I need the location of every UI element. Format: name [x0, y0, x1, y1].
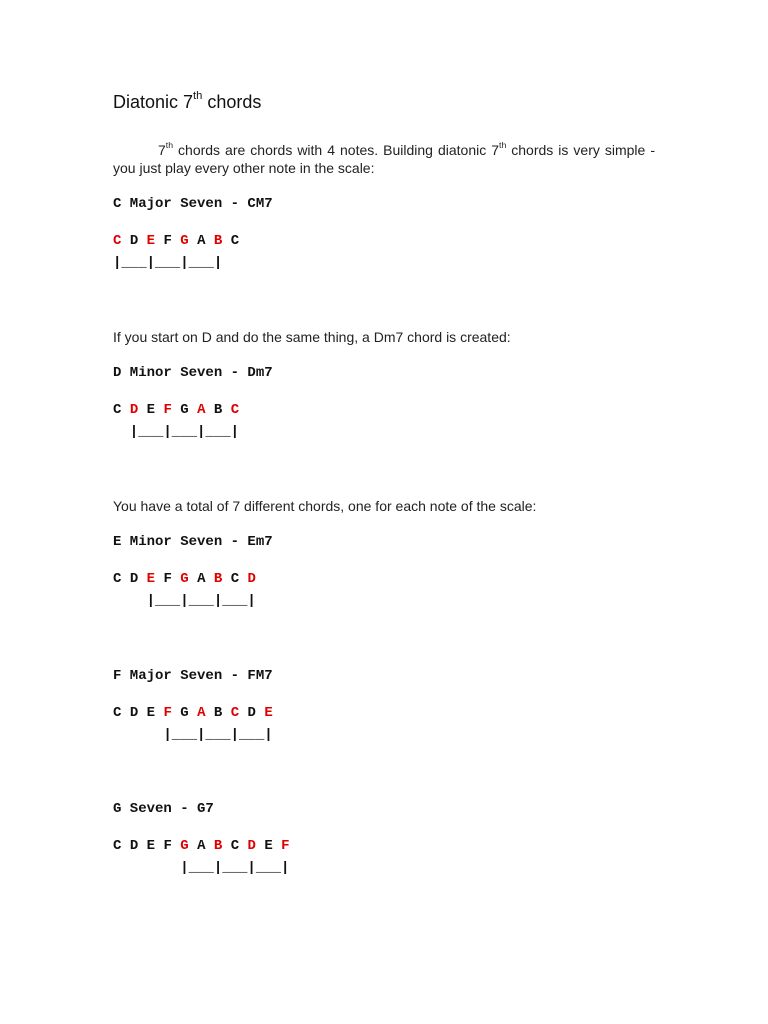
- paragraph-dm7: If you start on D and do the same thing, a Dm7 chord is created:: [113, 329, 511, 345]
- intro-paragraph: [113, 141, 655, 177]
- note-b: B: [213, 233, 223, 249]
- chord-heading-fm7: F Major Seven - FM7: [113, 668, 273, 684]
- note-b: B: [213, 402, 223, 418]
- bars-line-em7: |___|___|___|: [113, 593, 256, 609]
- note-f: F: [281, 838, 290, 854]
- notes-line-dm7: [113, 401, 239, 419]
- note-c: C: [113, 571, 122, 587]
- note-e: E: [146, 233, 156, 249]
- title-superscript: th: [193, 90, 203, 103]
- intro-superscript-2: th: [499, 140, 507, 151]
- intro-number: 7: [158, 142, 166, 158]
- notes-line-cm7: [113, 232, 239, 250]
- note-d: D: [247, 705, 256, 721]
- note-d: D: [247, 838, 256, 854]
- bars-line-cm7: |___|___|___|: [113, 255, 223, 271]
- chord-heading-em7: E Minor Seven - Em7: [113, 534, 273, 550]
- chord-heading-g7: G Seven - G7: [113, 801, 214, 817]
- note-e: E: [146, 571, 156, 587]
- note-d: D: [129, 571, 139, 587]
- note-b: B: [213, 838, 223, 854]
- note-a: A: [197, 233, 206, 249]
- note-e: E: [146, 402, 156, 418]
- note-f: F: [163, 233, 172, 249]
- note-e: E: [146, 705, 156, 721]
- note-f: F: [163, 402, 172, 418]
- notes-line-em7: [113, 570, 256, 588]
- note-d: D: [129, 402, 139, 418]
- note-c: C: [230, 571, 240, 587]
- note-d: D: [129, 838, 139, 854]
- note-a: A: [197, 705, 206, 721]
- note-c: C: [230, 838, 240, 854]
- page-title: [113, 90, 261, 114]
- note-g: G: [180, 705, 189, 721]
- note-b: B: [213, 571, 223, 587]
- bars-line-fm7: |___|___|___|: [113, 727, 273, 743]
- bars-line-dm7: |___|___|___|: [113, 424, 240, 440]
- note-g: G: [180, 402, 189, 418]
- intro-superscript: th: [165, 140, 174, 151]
- note-e: E: [264, 838, 273, 854]
- notes-line-g7: [113, 837, 290, 855]
- paragraph-total: You have a total of 7 different chords, one for each note of the scale:: [113, 498, 537, 514]
- note-d: D: [247, 571, 256, 587]
- note-e: E: [146, 838, 156, 854]
- note-d: D: [129, 233, 139, 249]
- intro-text-1: chords are chords with 4 notes. Building diatonic 7: [173, 142, 500, 158]
- notes-line-fm7: [113, 704, 273, 722]
- chord-heading-dm7: D Minor Seven - Dm7: [113, 365, 273, 381]
- note-g: G: [180, 838, 189, 854]
- note-a: A: [197, 402, 206, 418]
- chord-heading-cm7: C Major Seven - CM7: [113, 196, 273, 212]
- note-e: E: [264, 705, 273, 721]
- note-c: C: [113, 233, 122, 249]
- note-b: B: [213, 705, 223, 721]
- intro-text-2: chords is very simple - you just play every other note in the scale:: [113, 142, 655, 176]
- note-c: C: [230, 402, 240, 418]
- note-d: D: [129, 705, 139, 721]
- title-text-rest: chords: [202, 92, 262, 112]
- note-a: A: [197, 571, 206, 587]
- note-c: C: [230, 233, 240, 249]
- note-c: C: [113, 705, 122, 721]
- note-f: F: [163, 705, 172, 721]
- note-f: F: [163, 571, 172, 587]
- bars-line-g7: |___|___|___|: [113, 860, 290, 876]
- note-f: F: [163, 838, 172, 854]
- note-g: G: [180, 571, 189, 587]
- note-a: A: [197, 838, 206, 854]
- note-c: C: [113, 838, 122, 854]
- note-c: C: [113, 402, 122, 418]
- note-g: G: [180, 233, 189, 249]
- title-text: Diatonic 7: [113, 92, 194, 112]
- note-c: C: [230, 705, 240, 721]
